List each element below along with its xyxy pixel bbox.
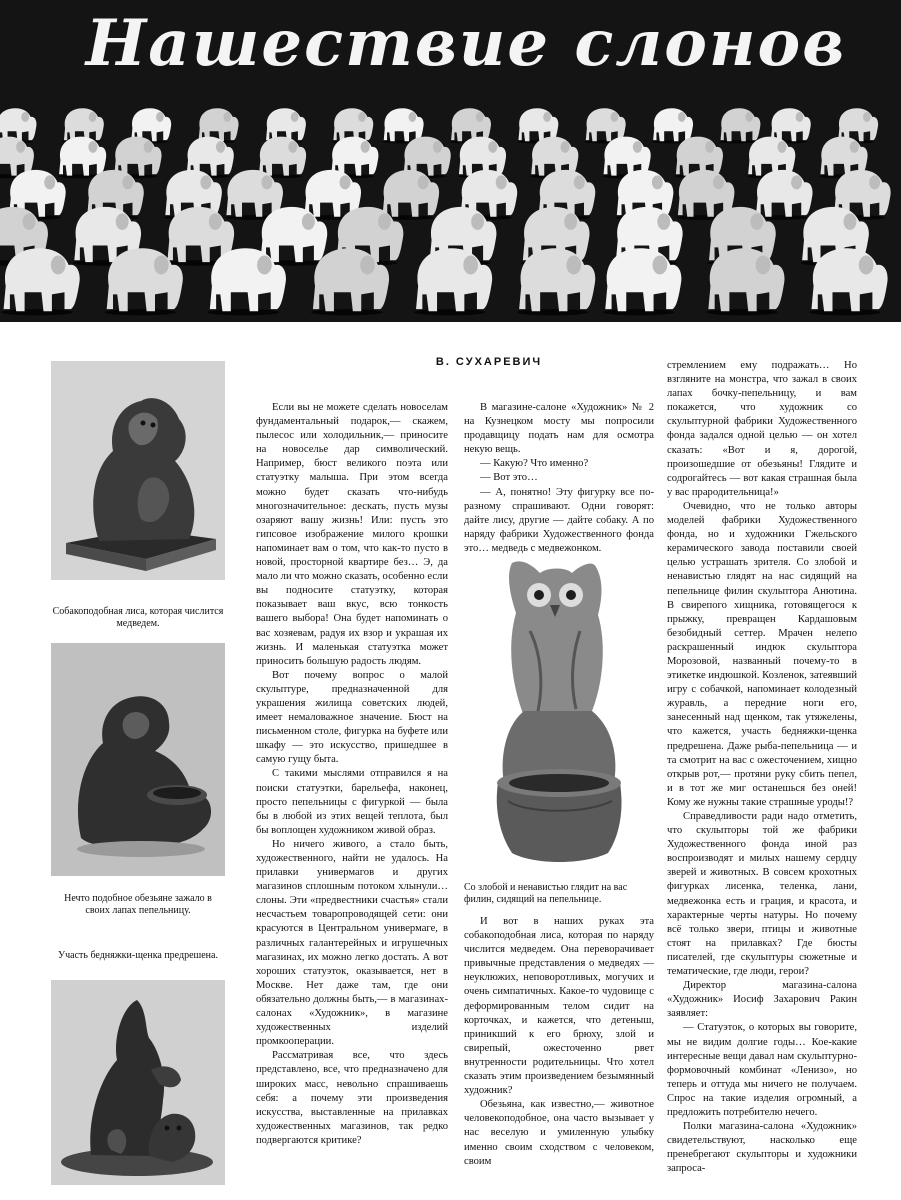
paragraph: С такими мыслями отправился я на поиски статуэтки, барельефа, наконец, просто пепельницы с фигуркой — была бы в любой из этих вещей теплота, был бы воплощен художником живой образ. — [256, 768, 448, 836]
paragraph: Полки магазина-салона «Художник» свидетельствуют, насколько еще пренебрегают скульпторы и художники запроса- — [667, 1121, 857, 1175]
paragraph: Обезьяна, как известно,— животное человекоподобное, она часто вызывает у нас веселую и умиленную улыбку именно своим сходством с человеком, своим — [464, 1099, 654, 1167]
monkey-caption: Нечто подобное обезьяне зажало в своих лапах пепельницу. — [64, 893, 212, 916]
elephant-figurine — [754, 170, 812, 220]
owl-figurine-photo — [464, 551, 654, 873]
elephant-figurine — [719, 108, 760, 143]
elephant-figurine — [58, 137, 106, 179]
elephant-figurine — [2, 248, 80, 315]
header-banner — [0, 0, 901, 322]
bear-puppy-figurine-icon — [51, 980, 225, 1185]
article-column-3 — [667, 359, 857, 1176]
paragraph: Справедливости ради надо отметить, что скульпторы той же фабрики Художественного фонда иной раз воспроизводят и милых нашему сердцу зверей и животных. В совсем крохотных фигурках лисенка, теленка, лани, медвежонка есть и грация, и красота, и характерные черты натуры. Но почему всё только звери, птицы и животные стоят на прилавках? Где бюсты писателей, где скульптуры сюжетные и тематические, где люди, герои? — [667, 811, 857, 978]
paragraph: Рассматривая все, что здесь представлено, все, что предназначено для широких масс, невольно спрашиваешь себя: а почему эти произведения искусства, выставленные на прилавках художественных магазинов, так редко подвергаются критике? — [256, 1050, 448, 1146]
elephant-figurine — [652, 108, 693, 143]
paragraph: Если вы не можете сделать новоселам фундаментальный подарок,— скажем, пылесос или холодильник,— приносите на новоселье дар символический. Например, бюст великого поэта или статуэтку малыша. При этом всегда можно будет сказать что-нибудь многозначительное: дескать, пусть музы озаряют вашу жизнь! Или: пусть это гипсовое изображение милого крошки напоминает вам о том, что как-то пусто в новой, просторной квартире без… Э, да мало ли что можно сказать, особенно если вы подносите статуэтку, которая показывает ваш вкус, всю тонкость вашего выбора! Она будет напоминать о вас хозяевам, радуя их взор и украшая их жизнь. И маленькая статуэтка может приносить большую радость людям. — [256, 402, 448, 667]
paragraph: Очевидно, что не только авторы моделей фабрики Художественного фонда, но и художники Гжельского керамического завода поставили своей целью устрашать зрителя. Со злобой и ненавистью глядят на нас сидящий на пепельнице филин скульптора Анютина. В свирепого хищника, готовящегося к прыжку, превращен Кардашовым безобидный сеттер. Мрачен нелепо раскрашенный индюк скульптора Морозовой, названный почему-то в этикетке индюшкой. Козленок, затеявший игру с собачкой, напоминает колодезный журавль, а передние ноги его, занесенный над щенком, так утяжелены, что кажется, участь бедняжки-щенка предрешена. Даже рыба-пепельница — и та смотрит на вас с ожесточением, хищно открыв рот,— протяни руку сбить пепел, и в тот же миг останешься без оней! Кому же нужны такие страшные уроды!? — [667, 500, 857, 808]
paragraph: В магазине-салоне «Художник» № 2 на Кузнецком мосту мы попросили продавщицу подать нам для осмотра некую вещь. — [464, 402, 654, 456]
paragraph: — А, понятно! Эту фигурку все по-разному спрашивают. Одни говорят: дайте лису, другие — дайте собаку. А по наряду фабрики Художественного фонда это… медведь с медвежонком. — [464, 486, 654, 554]
article-column-1 — [256, 401, 448, 1148]
fox-caption: Собакоподобная лиса, которая числится медведем. — [52, 606, 224, 629]
paragraph: — Статуэток, о которых вы говорите, мы не видим долгие годы… Кое-какие интересные вещи давал нам скульптурно-формовочный комбинат «Ленизо», но теперь и оттуда мы ничего не получаем. Спрос на такие изделия огромный, а предложить потребителю нечего. — [667, 1022, 857, 1118]
paragraph: — Какую? Что именно? — [480, 458, 589, 470]
monkey-figurine-photo — [51, 643, 225, 876]
paragraph: И вот в наших руках эта собакоподобная лиса, которая по наряду числится медведем. Она переворачивает привычные представления о медведях — неуклюжих, неповоротливых, могучих и очень симпатичных. Какое-то чудовище с деформированным телом сидит на корточках, и кажется, что детеныш, приникший к его брюху, злой и свирепый, ожесточенно рвет внутренности родительницы. Что хотел сказать этим произведением безымянный художник? — [464, 916, 654, 1097]
puppy-figurine-photo — [51, 980, 225, 1185]
fox-figurine-photo — [51, 361, 225, 580]
article-column-2-bottom — [464, 915, 654, 1169]
paragraph: Директор магазина-салона «Художник» Иосиф Захарович Ракин заявляет: — [667, 980, 857, 1020]
author-byline: В. СУХАРЕВИЧ — [435, 356, 543, 368]
elephant-figurine — [414, 248, 492, 315]
bear-fox-figurine-icon — [51, 361, 225, 580]
paragraph: Вот почему вопрос о малой скульптуре, предназначенной для украшения жилища советских людей, имеет немаловажное значение. Бюст на письменном столе, фигурка на буфете или шкафу — это искусство, пришедшее в самую гущу быта. — [256, 669, 448, 766]
owl-ashtray-icon — [464, 551, 654, 873]
article-column-2-top — [464, 401, 654, 556]
paragraph: Но ничего живого, а стало быть, художественного, найти не удалось. На прилавки универмагов и других магазинов сплошным потоком хлынули… слоны. Эти «предвестники счастья» стали несчастьем товаропроводящей сети: они красуются в Центральном универмаге, в различных галантерейных и игрушечных магазинах, их можно легко достать. А вот хороших статуэток, оказывается, нет в Москве. Нет даже там, где они обязательно должны быть,— в магазинах-салонах «Художник», в магазине художественных изделий промкооперации. — [256, 838, 448, 1048]
elephant-figurine — [706, 248, 784, 315]
owl-caption: Со злобой и ненавистью глядит на вас филин, сидящий на пепельнице. — [464, 882, 628, 905]
paragraph: стремлением ему подражать… Но взгляните на монстра, что зажал в своих лапах бочку-пепельницу, и вам покажется, что художник со скульптурной фабрики Художественного фонда задался одной целью — он хотел сказать: «Вот и я, дорогой, произошедшие от обезьяны! Глядите и содрогайтесь — вот какая страшная была у вас прародительница!» — [667, 360, 857, 498]
article-title: Нашествие слонов — [85, 6, 847, 81]
elephant-figurine — [809, 248, 887, 315]
puppy-caption: Участь бедняжки-щенка предрешена. — [58, 950, 218, 961]
monkey-ashtray-icon — [51, 643, 225, 876]
paragraph: — Вот это… — [480, 472, 538, 484]
elephant-figurine — [258, 137, 306, 179]
